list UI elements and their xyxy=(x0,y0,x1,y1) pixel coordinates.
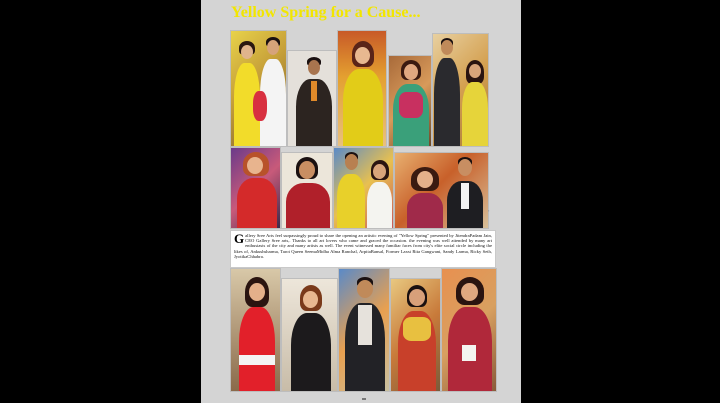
article-paragraph xyxy=(234,233,492,259)
magazine-page xyxy=(201,0,521,403)
photo-woman-floral-kurta xyxy=(390,278,441,392)
page-title: Yellow Spring for a Cause... xyxy=(231,4,421,21)
photo-man-dark-suit xyxy=(287,50,337,147)
photo-two-men-yellow xyxy=(230,30,287,147)
photo-woman-red-top xyxy=(230,147,281,229)
photo-couple-yellow xyxy=(432,33,489,147)
photo-woman-black-dress xyxy=(281,278,338,392)
photo-couple-tuxedo xyxy=(394,152,489,229)
photo-woman-red-white-dress xyxy=(230,268,281,392)
photo-woman-green-dress xyxy=(388,55,432,147)
page-marker xyxy=(362,398,366,400)
photo-woman-yellow-top xyxy=(337,30,387,147)
photo-man-black-blazer xyxy=(338,268,390,392)
page-edge-mark: ▪ xyxy=(488,208,490,213)
article-body: allery Sree Arts feel surpassingly proud to share the opening an artistic evening of "Yellow Spring" presented by JitendraPadam Jain, CEO Gallery Sree arts,. Thanks to all art lovers who came and graced the occasion. the evening was well attended by many art enthusiasts of the city and many artists as well. The event witnessed many familiar faces from city's elite social circle including the likes of, Ankushsharma, Tarot Queen SeemaMidha Alma Ranchal, ArpitaBansal, Former Laxst Rita Gangwani, Sandy Larma, Ricky Seth, JyotikaChhabra. xyxy=(234,233,492,259)
photo-woman-red-saree xyxy=(441,268,497,392)
article-dropcap: G xyxy=(234,231,245,246)
photo-woman-red-shawl xyxy=(281,152,333,229)
photo-couple-yellow-white xyxy=(333,147,394,229)
article-text-block xyxy=(230,230,496,268)
